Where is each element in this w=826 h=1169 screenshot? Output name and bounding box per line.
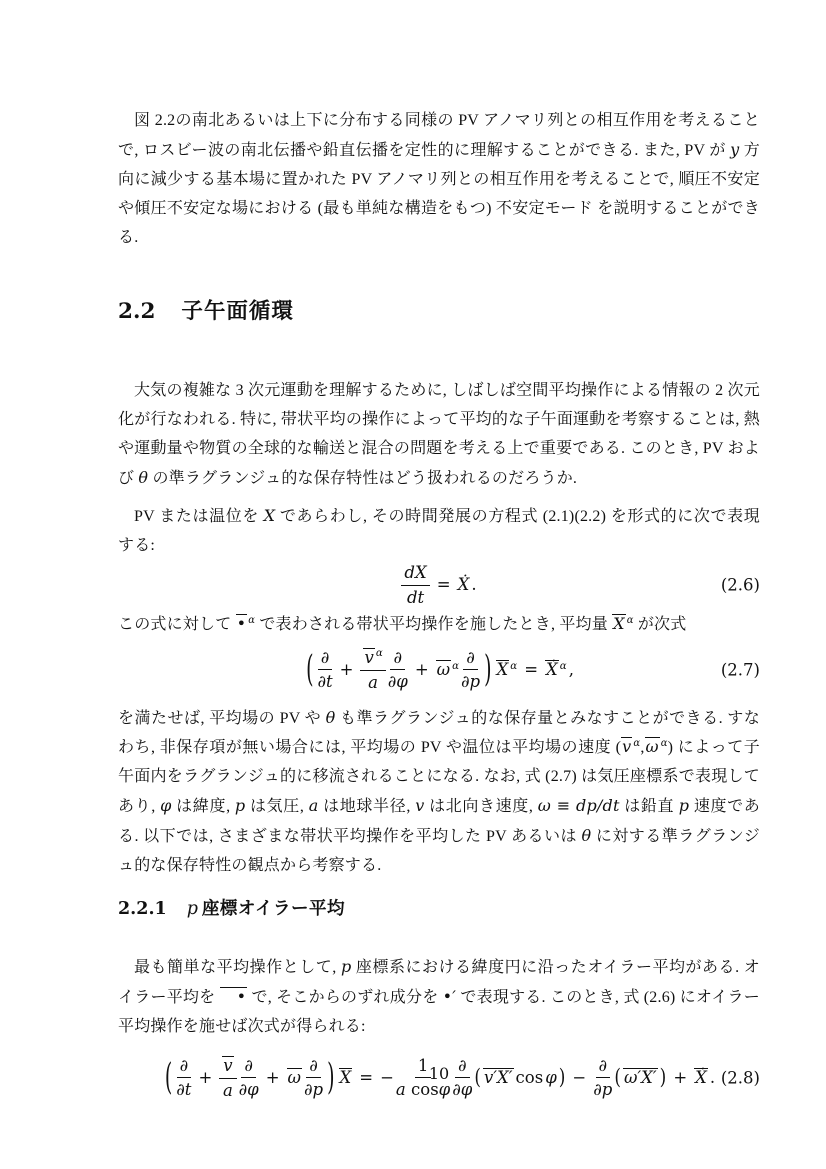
subsection-math-p: p — [186, 899, 198, 919]
fraction-d-dt: $\frac{\partial}{\partial t}$ — [176, 1055, 192, 1100]
paragraph-conservation-discussion: を満たせば, 平均場の PV や θ も準ラグランジュ的な保存量とみなすことができる. すなわち, 非保存項が無い場合には, 平均場の PV や温位は平均場の速度 (v $^\alpha$,ω $^\alpha$) によって子午面内をラグランジュ的に移流されることになる. なお, 式 (2.7) は気圧座標系で表現してあり, φ は緯度, p は気圧, a は地球半径, v は北向き速度, ω ≡ dp/dt は鉛直 p 速度である. 以下では, さまざまな帯状平均操作を平均した PV あるいは θ に対する準ラグランジュ的な保存特性の観点から考察する. — [118, 708, 760, 874]
fraction-d-dphi2: $\frac{\partial}{\partial\varphi}$ — [452, 1055, 473, 1100]
subsection-title: 座標オイラー平均 — [201, 898, 346, 918]
section-title: 子午面循環 — [181, 299, 294, 323]
paragraph-euler-mean: 最も簡単な平均操作として, p 座標系における緯度円に沿ったオイラー平均がある. オイラー平均を • で, そこからのずれ成分を •′ で表現する. このとき, 式 (2.6) にオイラー平均操作を施せば次式が得られる: — [118, 957, 760, 1035]
paragraph-averaging-operator: この式に対して • $^\alpha$ で表わされる帯状平均操作を施したとき, 平均量 X $^\alpha$ が次式 — [118, 614, 687, 633]
right-paren: ) — [327, 1056, 335, 1099]
subsection-heading-2-2-1 — [118, 894, 760, 924]
equation-2-6-body: $\frac{dX}{dt}$ = Ẋ . — [400, 563, 477, 608]
fraction-d-dt: $\frac{\partial}{\partial t}$ — [317, 647, 333, 692]
fraction-v-over-a: $\frac{v ^\alpha}{a}$ — [360, 648, 385, 693]
xdot-bar-alpha: Ẋ $^\alpha$ — [546, 660, 567, 679]
fraction-one-over-acos: $\frac{1}{\text{a cosφ}}$ — [395, 1055, 451, 1100]
paragraph-time-evolution: PV または温位を X であらわし, その時間発展の方程式 (2.1)(2.2) を形式的に次で表現する: — [118, 506, 760, 554]
equation-2-7-body: ( $\frac{\partial}{\partial t}$ + $\frac{v ^\alpha}{a}$ $\frac{\partial}{\partial\varphi}$ + ω $^\alpha$ $\frac{\partial}{\partial p}$ ) X $^\alpha$ = Ẋ $^\alpha$ , — [306, 647, 574, 692]
equation-2-6 — [118, 560, 760, 610]
equation-number-2-8: (2.8) — [720, 1068, 760, 1088]
paragraph-pv-anomaly-interaction: 図 2.2の南北あるいは上下に分布する同様の PV アノマリ列との相互作用を考えることで, ロスビー波の南北伝播や鉛直伝播を定性的に理解することができる. また, PV が y 方向に減少する基本場に置かれた PV アノマリ列との相互作用を考えることで, 順圧不安定や傾圧不安定な場における (最も単純な構造をもつ) 不安定モード を説明することができる. — [118, 112, 760, 246]
left-paren: ( — [164, 1056, 173, 1099]
section-number: 2.2 — [118, 299, 156, 324]
fraction-d-dp2: $\frac{\partial}{\partial p}$ — [593, 1055, 613, 1100]
subsection-number: 2.2.1 — [118, 899, 167, 919]
x-bar-alpha: X $^\alpha$ — [496, 660, 518, 679]
paragraph-zonal-mean-intro: 大気の複雑な 3 次元運動を理解するために, しばしば空間平均操作による情報の 2 次元化が行なわれる. 特に, 帯状平均の操作によって平均的な子午面運動を考察することは, 熱や運動量や物質の全球的な輸送と混合の問題を考える上で重要である. このとき, PV および θ の準ラグランジュ的な保存特性はどう扱われるのだろうか. — [118, 382, 760, 487]
xdot-bar: Ẋ — [695, 1068, 707, 1087]
fraction-dx-dt: $\frac{dX}{dt}$ — [401, 563, 429, 608]
flux-term-vx: v′X′ — [483, 1068, 513, 1087]
equation-number-2-7: (2.7) — [720, 660, 760, 680]
fraction-vbar-over-a: $\frac{v}{a}$ — [219, 1056, 236, 1101]
right-paren: ) — [484, 648, 492, 691]
fraction-d-dp: $\frac{\partial}{\partial p}$ — [303, 1055, 324, 1100]
omega-bar-alpha: ω $^\alpha$ — [436, 660, 460, 679]
page-number: 10 — [428, 1064, 450, 1083]
equation-2-8-body: ( $\frac{\partial}{\partial t}$ + $\frac{v}{a}$ $\frac{\partial}{\partial\varphi}$ + ω $\frac{\partial}{\partial p}$ ) X = − $\frac{1}{\text{a cosφ}}$ $\frac{\partial}{\partial\varphi}$ ( v′X′ cos φ ) − $\frac{\partial}{\partial p}$ ( ω′X′ ) + Ẋ . — [164, 1055, 716, 1100]
fraction-d-dphi: $\frac{\partial}{\partial\varphi}$ — [387, 647, 408, 692]
equation-2-7 — [118, 641, 760, 699]
omega-bar: ω — [287, 1068, 301, 1087]
section-heading-2-2 — [118, 296, 760, 327]
equation-number-2-6: (2.6) — [720, 575, 760, 595]
text-block — [118, 0, 760, 1107]
flux-term-ox: ω′X′ — [623, 1068, 657, 1087]
left-paren: ( — [306, 648, 314, 691]
fraction-d-dphi: $\frac{\partial}{\partial\varphi}$ — [238, 1055, 259, 1100]
x-bar: X — [339, 1068, 352, 1087]
fraction-d-dp: $\frac{\partial}{\partial p}$ — [461, 647, 481, 692]
